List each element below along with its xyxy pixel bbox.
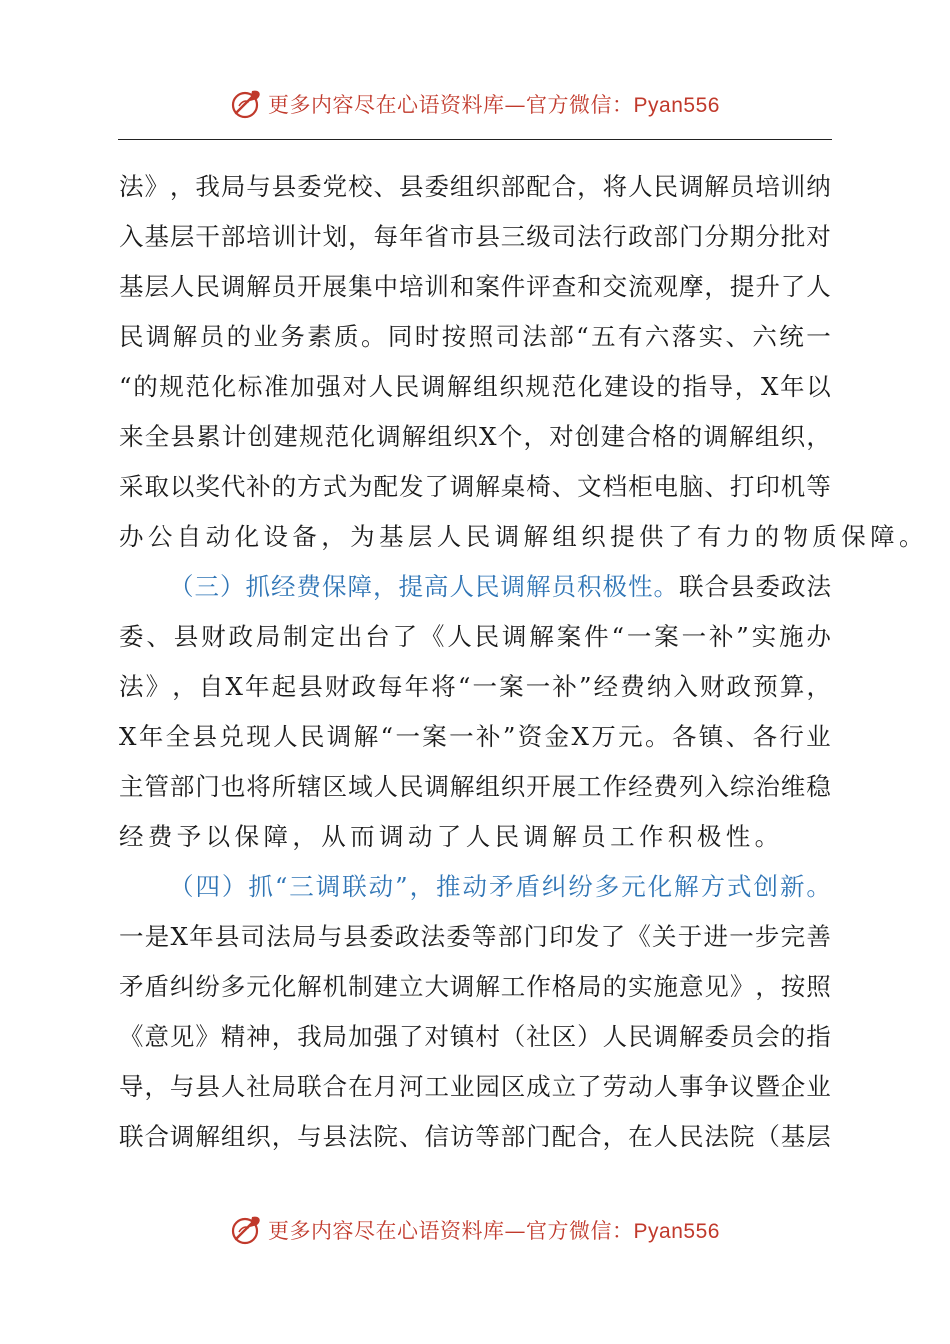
footer-banner-text: 更多内容尽在心语资料库—官方微信：Pyan556 bbox=[268, 1219, 720, 1243]
section-heading-line: （ 三 ） 抓 经 费 保 障 ， 提 高 人 民 调 解 员 积 极 性 。 联 合 县 委 政 法 bbox=[169, 572, 831, 601]
paragraph-line: “ 的 规 范 化 标 准 加 强 对 人 民 调 解 组 织 规 范 化 建 设 的 指 导 ， X 年 以 bbox=[119, 372, 831, 401]
quill-pen-seal-icon bbox=[230, 1213, 264, 1247]
paragraph-line: 基 层 人 民 调 解 员 开 展 集 中 培 训 和 案 件 评 查 和 交 流 观 摩 ， 提 升 了 人 bbox=[119, 272, 831, 301]
paragraph-line: 办 公 自 动 化 设 备 ， 为 基 层 人 民 调 解 组 织 提 供 了 有 力 的 物 质 保 障 。 bbox=[119, 522, 924, 551]
header-divider bbox=[118, 139, 832, 140]
header-banner bbox=[0, 84, 950, 124]
paragraph-line: 入 基 层 干 部 培 训 计 划 ， 每 年 省 市 县 三 级 司 法 行 政 部 门 分 期 分 批 对 bbox=[119, 222, 831, 251]
document-body bbox=[119, 162, 924, 1162]
paragraph-line: 矛 盾 纠 纷 多 元 化 解 机 制 建 立 大 调 解 工 作 格 局 的 实 施 意 见 》 ， 按 照 bbox=[119, 972, 831, 1001]
footer-banner bbox=[0, 1210, 950, 1250]
paragraph-line: 导 ， 与 县 人 社 局 联 合 在 月 河 工 业 园 区 成 立 了 劳 动 人 事 争 议 暨 企 业 bbox=[119, 1072, 831, 1101]
paragraph-line: 法 》 ， 我 局 与 县 委 党 校 、 县 委 组 织 部 配 合 ， 将 人 民 调 解 员 培 训 纳 bbox=[119, 172, 831, 201]
paragraph-line: 委 、 县 财 政 局 制 定 出 台 了 《 人 民 调 解 案 件 “ 一 案 一 补 ” 实 施 办 bbox=[119, 622, 831, 651]
paragraph-line: 法 》 ， 自 X 年 起 县 财 政 每 年 将 “ 一 案 一 补 ” 经 费 纳 入 财 政 预 算 ， bbox=[119, 672, 831, 701]
paragraph-line: X 年 全 县 兑 现 人 民 调 解 “ 一 案 一 补 ” 资 金 X 万 元 。 各 镇 、 各 行 业 bbox=[119, 722, 831, 751]
paragraph-line: 主 管 部 门 也 将 所 辖 区 域 人 民 调 解 组 织 开 展 工 作 经 费 列 入 综 治 维 稳 bbox=[119, 772, 831, 801]
paragraph-line: 来 全 县 累 计 创 建 规 范 化 调 解 组 织 X 个 ， 对 创 建 合 格 的 调 解 组 织 ， bbox=[119, 422, 831, 451]
quill-pen-seal-icon bbox=[230, 87, 264, 121]
paragraph-line: 《 意 见 》 精 神 ， 我 局 加 强 了 对 镇 村 （ 社 区 ） 人 民 调 解 委 员 会 的 指 bbox=[119, 1022, 831, 1051]
paragraph-line: 民 调 解 员 的 业 务 素 质 。 同 时 按 照 司 法 部 “ 五 有 六 落 实 、 六 统 一 bbox=[119, 322, 831, 351]
paragraph-line: 采 取 以 奖 代 补 的 方 式 为 配 发 了 调 解 桌 椅 、 文 档 柜 电 脑 、 打 印 机 等 bbox=[119, 472, 831, 501]
section-heading-line: （ 四 ） 抓 “ 三 调 联 动 ” ， 推 动 矛 盾 纠 纷 多 元 化 解 方 式 创 新 。 bbox=[169, 872, 831, 901]
paragraph-line: 一 是 X 年 县 司 法 局 与 县 委 政 法 委 等 部 门 印 发 了 《 关 于 进 一 步 完 善 bbox=[119, 922, 831, 951]
paragraph-line: 联 合 调 解 组 织 ， 与 县 法 院 、 信 访 等 部 门 配 合 ， 在 人 民 法 院 （ 基 层 bbox=[119, 1122, 831, 1151]
banner-text: 更多内容尽在心语资料库—官方微信：Pyan556 bbox=[268, 93, 720, 117]
footer-wechat-id: Pyan556 bbox=[633, 1220, 720, 1243]
wechat-id: Pyan556 bbox=[633, 94, 720, 117]
paragraph-line: 经 费 予 以 保 障 ， 从 而 调 动 了 人 民 调 解 员 工 作 积 极 性 。 bbox=[119, 822, 780, 851]
